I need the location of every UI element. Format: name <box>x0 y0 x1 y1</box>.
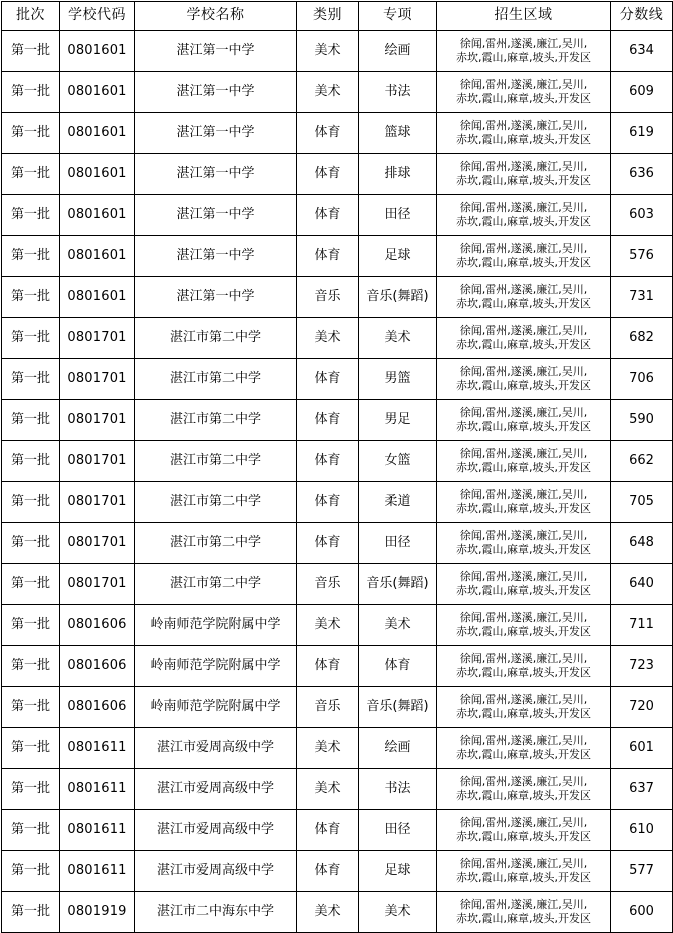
cell-score: 637 <box>611 769 673 810</box>
cell-area <box>437 646 611 687</box>
cell-major: 男足 <box>359 400 437 441</box>
cell-category: 体育 <box>297 810 359 851</box>
cell-category: 体育 <box>297 523 359 564</box>
score-line-table-page <box>0 1 673 925</box>
area-line: 徐闻,雷州,遂溪,廉江,吴川, <box>459 160 588 174</box>
table-row <box>2 892 673 933</box>
area-line: 徐闻,雷州,遂溪,廉江,吴川, <box>459 37 588 51</box>
table-row <box>2 851 673 892</box>
cell-category: 美术 <box>297 769 359 810</box>
cell-category: 美术 <box>297 72 359 113</box>
column-header-major: 专项 <box>359 2 437 31</box>
table-row <box>2 482 673 523</box>
cell-school-code: 0801601 <box>60 31 135 72</box>
cell-major: 书法 <box>359 72 437 113</box>
cell-area <box>437 318 611 359</box>
cell-category: 体育 <box>297 113 359 154</box>
cell-score: 705 <box>611 482 673 523</box>
cell-major: 女篮 <box>359 441 437 482</box>
area-line: 赤坎,霞山,麻章,坡头,开发区 <box>456 256 591 269</box>
cell-area <box>437 195 611 236</box>
cell-area <box>437 728 611 769</box>
cell-area <box>437 482 611 523</box>
cell-score: 634 <box>611 31 673 72</box>
area-line: 徐闻,雷州,遂溪,廉江,吴川, <box>459 488 588 502</box>
cell-score: 723 <box>611 646 673 687</box>
table-row <box>2 31 673 72</box>
area-line: 徐闻,雷州,遂溪,廉江,吴川, <box>459 652 588 666</box>
cell-major: 音乐(舞蹈) <box>359 564 437 605</box>
cell-category: 体育 <box>297 482 359 523</box>
cell-major: 书法 <box>359 769 437 810</box>
cell-school-name: 岭南师范学院附属中学 <box>135 646 297 687</box>
cell-score: 648 <box>611 523 673 564</box>
area-line: 赤坎,霞山,麻章,坡头,开发区 <box>456 707 591 720</box>
cell-school-name: 湛江第一中学 <box>135 113 297 154</box>
cell-score: 610 <box>611 810 673 851</box>
area-line: 徐闻,雷州,遂溪,廉江,吴川, <box>459 119 588 133</box>
cell-batch: 第一批 <box>2 523 60 564</box>
cell-school-name: 湛江市第二中学 <box>135 359 297 400</box>
cell-major: 篮球 <box>359 113 437 154</box>
cell-area <box>437 851 611 892</box>
cell-school-name: 湛江第一中学 <box>135 154 297 195</box>
cell-batch: 第一批 <box>2 154 60 195</box>
table-row <box>2 564 673 605</box>
cell-school-code: 0801701 <box>60 523 135 564</box>
cell-area <box>437 441 611 482</box>
area-line: 赤坎,霞山,麻章,坡头,开发区 <box>456 461 591 474</box>
area-line: 赤坎,霞山,麻章,坡头,开发区 <box>456 133 591 146</box>
cell-school-name: 湛江市第二中学 <box>135 441 297 482</box>
area-line: 徐闻,雷州,遂溪,廉江,吴川, <box>459 365 588 379</box>
table-row <box>2 441 673 482</box>
cell-major: 美术 <box>359 605 437 646</box>
cell-area <box>437 31 611 72</box>
table-row <box>2 400 673 441</box>
cell-area <box>437 892 611 933</box>
area-line: 徐闻,雷州,遂溪,廉江,吴川, <box>459 734 588 748</box>
cell-school-name: 湛江市第二中学 <box>135 523 297 564</box>
cell-school-code: 0801606 <box>60 646 135 687</box>
cell-school-code: 0801611 <box>60 851 135 892</box>
area-line: 徐闻,雷州,遂溪,廉江,吴川, <box>459 242 588 256</box>
area-line: 赤坎,霞山,麻章,坡头,开发区 <box>456 297 591 310</box>
cell-area <box>437 113 611 154</box>
cell-school-name: 湛江市爱周高级中学 <box>135 851 297 892</box>
column-header-school-code: 学校代码 <box>60 2 135 31</box>
cell-major: 田径 <box>359 523 437 564</box>
cell-school-name: 湛江市第二中学 <box>135 482 297 523</box>
area-line: 徐闻,雷州,遂溪,廉江,吴川, <box>459 775 588 789</box>
cell-major: 体育 <box>359 646 437 687</box>
cell-area <box>437 277 611 318</box>
area-line: 赤坎,霞山,麻章,坡头,开发区 <box>456 666 591 679</box>
cell-score: 682 <box>611 318 673 359</box>
cell-school-code: 0801701 <box>60 359 135 400</box>
cell-score: 720 <box>611 687 673 728</box>
cell-batch: 第一批 <box>2 687 60 728</box>
cell-school-code: 0801919 <box>60 892 135 933</box>
cell-major: 柔道 <box>359 482 437 523</box>
cell-batch: 第一批 <box>2 113 60 154</box>
area-line: 赤坎,霞山,麻章,坡头,开发区 <box>456 748 591 761</box>
cell-category: 体育 <box>297 851 359 892</box>
cell-score: 577 <box>611 851 673 892</box>
cell-area <box>437 400 611 441</box>
cell-major: 排球 <box>359 154 437 195</box>
cell-school-name: 湛江第一中学 <box>135 72 297 113</box>
cell-area <box>437 564 611 605</box>
area-line: 赤坎,霞山,麻章,坡头,开发区 <box>456 215 591 228</box>
table-row <box>2 72 673 113</box>
cell-category: 美术 <box>297 31 359 72</box>
cell-score: 609 <box>611 72 673 113</box>
table-row <box>2 277 673 318</box>
area-line: 赤坎,霞山,麻章,坡头,开发区 <box>456 420 591 433</box>
cell-school-name: 湛江第一中学 <box>135 236 297 277</box>
cell-category: 体育 <box>297 359 359 400</box>
cell-category: 美术 <box>297 892 359 933</box>
cell-school-name: 湛江第一中学 <box>135 195 297 236</box>
cell-area <box>437 523 611 564</box>
table-row <box>2 810 673 851</box>
cell-batch: 第一批 <box>2 810 60 851</box>
cell-area <box>437 605 611 646</box>
cell-school-name: 湛江市第二中学 <box>135 400 297 441</box>
cell-school-code: 0801611 <box>60 728 135 769</box>
cell-major: 绘画 <box>359 728 437 769</box>
area-line: 赤坎,霞山,麻章,坡头,开发区 <box>456 338 591 351</box>
area-line: 徐闻,雷州,遂溪,廉江,吴川, <box>459 78 588 92</box>
cell-school-code: 0801701 <box>60 318 135 359</box>
cell-area <box>437 72 611 113</box>
area-line: 徐闻,雷州,遂溪,廉江,吴川, <box>459 693 588 707</box>
cell-major: 足球 <box>359 851 437 892</box>
cell-major: 音乐(舞蹈) <box>359 277 437 318</box>
cell-major: 美术 <box>359 318 437 359</box>
table-body <box>2 31 673 933</box>
area-line: 徐闻,雷州,遂溪,廉江,吴川, <box>459 816 588 830</box>
area-line: 赤坎,霞山,麻章,坡头,开发区 <box>456 51 591 64</box>
area-line: 赤坎,霞山,麻章,坡头,开发区 <box>456 502 591 515</box>
cell-category: 音乐 <box>297 277 359 318</box>
cell-category: 体育 <box>297 195 359 236</box>
cell-score: 603 <box>611 195 673 236</box>
table-header <box>2 2 673 31</box>
area-line: 赤坎,霞山,麻章,坡头,开发区 <box>456 789 591 802</box>
cell-school-code: 0801606 <box>60 687 135 728</box>
cell-school-name: 湛江市爱周高级中学 <box>135 728 297 769</box>
cell-score: 640 <box>611 564 673 605</box>
cell-school-code: 0801601 <box>60 154 135 195</box>
cell-school-code: 0801601 <box>60 195 135 236</box>
table-row <box>2 154 673 195</box>
table-row <box>2 523 673 564</box>
area-line: 徐闻,雷州,遂溪,廉江,吴川, <box>459 529 588 543</box>
cell-batch: 第一批 <box>2 482 60 523</box>
cell-area <box>437 687 611 728</box>
cell-major: 田径 <box>359 195 437 236</box>
cell-batch: 第一批 <box>2 72 60 113</box>
column-header-school-name: 学校名称 <box>135 2 297 31</box>
cell-score: 600 <box>611 892 673 933</box>
table-row <box>2 195 673 236</box>
table-row <box>2 605 673 646</box>
cell-school-code: 0801601 <box>60 236 135 277</box>
cell-area <box>437 359 611 400</box>
cell-school-name: 湛江市二中海东中学 <box>135 892 297 933</box>
cell-category: 音乐 <box>297 564 359 605</box>
area-line: 徐闻,雷州,遂溪,廉江,吴川, <box>459 570 588 584</box>
cell-school-code: 0801601 <box>60 113 135 154</box>
cell-school-code: 0801701 <box>60 400 135 441</box>
area-line: 赤坎,霞山,麻章,坡头,开发区 <box>456 912 591 925</box>
area-line: 赤坎,霞山,麻章,坡头,开发区 <box>456 543 591 556</box>
cell-major: 美术 <box>359 892 437 933</box>
table-row <box>2 728 673 769</box>
cell-batch: 第一批 <box>2 564 60 605</box>
cell-batch: 第一批 <box>2 728 60 769</box>
cell-batch: 第一批 <box>2 31 60 72</box>
cell-major: 男篮 <box>359 359 437 400</box>
cell-school-name: 湛江市爱周高级中学 <box>135 769 297 810</box>
area-line: 赤坎,霞山,麻章,坡头,开发区 <box>456 174 591 187</box>
area-line: 徐闻,雷州,遂溪,廉江,吴川, <box>459 406 588 420</box>
cell-area <box>437 810 611 851</box>
cell-school-name: 湛江市第二中学 <box>135 318 297 359</box>
header-row <box>2 2 673 31</box>
cell-major: 田径 <box>359 810 437 851</box>
cell-school-code: 0801611 <box>60 769 135 810</box>
area-line: 徐闻,雷州,遂溪,廉江,吴川, <box>459 201 588 215</box>
cell-category: 体育 <box>297 400 359 441</box>
cell-category: 体育 <box>297 154 359 195</box>
cell-batch: 第一批 <box>2 441 60 482</box>
cell-school-name: 湛江第一中学 <box>135 277 297 318</box>
cell-batch: 第一批 <box>2 236 60 277</box>
cell-batch: 第一批 <box>2 277 60 318</box>
cell-area <box>437 236 611 277</box>
cell-batch: 第一批 <box>2 892 60 933</box>
cell-major: 音乐(舞蹈) <box>359 687 437 728</box>
cell-score: 576 <box>611 236 673 277</box>
cell-school-code: 0801601 <box>60 72 135 113</box>
cell-school-name: 岭南师范学院附属中学 <box>135 605 297 646</box>
area-line: 赤坎,霞山,麻章,坡头,开发区 <box>456 379 591 392</box>
cell-category: 美术 <box>297 318 359 359</box>
cell-school-code: 0801701 <box>60 482 135 523</box>
column-header-area: 招生区域 <box>437 2 611 31</box>
cell-school-code: 0801611 <box>60 810 135 851</box>
cell-batch: 第一批 <box>2 769 60 810</box>
cell-score: 601 <box>611 728 673 769</box>
table-row <box>2 646 673 687</box>
table-row <box>2 359 673 400</box>
cell-category: 体育 <box>297 646 359 687</box>
cell-score: 590 <box>611 400 673 441</box>
cell-batch: 第一批 <box>2 359 60 400</box>
column-header-batch: 批次 <box>2 2 60 31</box>
cell-school-name: 岭南师范学院附属中学 <box>135 687 297 728</box>
area-line: 赤坎,霞山,麻章,坡头,开发区 <box>456 584 591 597</box>
area-line: 赤坎,霞山,麻章,坡头,开发区 <box>456 625 591 638</box>
area-line: 徐闻,雷州,遂溪,廉江,吴川, <box>459 283 588 297</box>
area-line: 徐闻,雷州,遂溪,廉江,吴川, <box>459 447 588 461</box>
cell-category: 美术 <box>297 728 359 769</box>
cell-category: 音乐 <box>297 687 359 728</box>
cell-category: 美术 <box>297 605 359 646</box>
cell-score: 711 <box>611 605 673 646</box>
column-header-score: 分数线 <box>611 2 673 31</box>
table-row <box>2 236 673 277</box>
area-line: 徐闻,雷州,遂溪,廉江,吴川, <box>459 898 588 912</box>
cell-major: 绘画 <box>359 31 437 72</box>
cell-category: 体育 <box>297 441 359 482</box>
table-row <box>2 318 673 359</box>
cell-score: 662 <box>611 441 673 482</box>
area-line: 赤坎,霞山,麻章,坡头,开发区 <box>456 871 591 884</box>
cell-batch: 第一批 <box>2 605 60 646</box>
cell-batch: 第一批 <box>2 851 60 892</box>
cell-school-code: 0801606 <box>60 605 135 646</box>
cell-area <box>437 154 611 195</box>
admission-score-table <box>1 1 673 933</box>
cell-school-code: 0801701 <box>60 441 135 482</box>
cell-school-code: 0801701 <box>60 564 135 605</box>
cell-batch: 第一批 <box>2 195 60 236</box>
cell-score: 619 <box>611 113 673 154</box>
area-line: 徐闻,雷州,遂溪,廉江,吴川, <box>459 324 588 338</box>
cell-batch: 第一批 <box>2 400 60 441</box>
cell-school-name: 湛江市第二中学 <box>135 564 297 605</box>
cell-school-name: 湛江市爱周高级中学 <box>135 810 297 851</box>
cell-major: 足球 <box>359 236 437 277</box>
table-row <box>2 769 673 810</box>
cell-category: 体育 <box>297 236 359 277</box>
cell-batch: 第一批 <box>2 646 60 687</box>
cell-batch: 第一批 <box>2 318 60 359</box>
cell-score: 706 <box>611 359 673 400</box>
area-line: 徐闻,雷州,遂溪,廉江,吴川, <box>459 611 588 625</box>
area-line: 赤坎,霞山,麻章,坡头,开发区 <box>456 92 591 105</box>
cell-school-name: 湛江第一中学 <box>135 31 297 72</box>
cell-area <box>437 769 611 810</box>
area-line: 赤坎,霞山,麻章,坡头,开发区 <box>456 830 591 843</box>
table-row <box>2 687 673 728</box>
table-row <box>2 113 673 154</box>
column-header-category: 类别 <box>297 2 359 31</box>
cell-score: 731 <box>611 277 673 318</box>
cell-score: 636 <box>611 154 673 195</box>
area-line: 徐闻,雷州,遂溪,廉江,吴川, <box>459 857 588 871</box>
cell-school-code: 0801601 <box>60 277 135 318</box>
